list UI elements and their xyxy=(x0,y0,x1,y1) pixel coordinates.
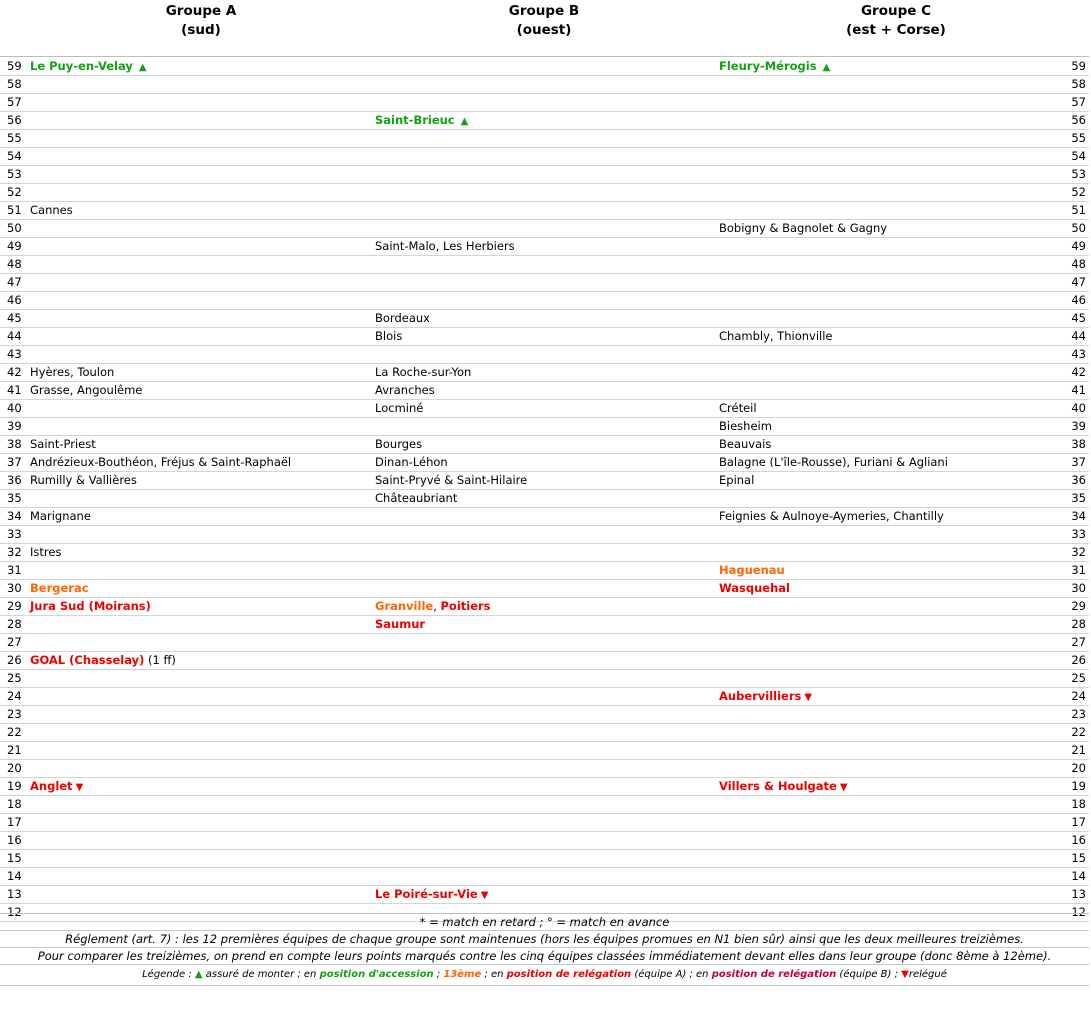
legend-thirteenth: 13ème xyxy=(443,969,482,980)
points-right: 18 xyxy=(1071,797,1086,811)
down-arrow-icon: ▼ xyxy=(839,782,848,793)
table-row xyxy=(0,130,1089,148)
team-name: Villers & Houlgate xyxy=(719,779,837,793)
table-row xyxy=(0,166,1089,184)
table-row xyxy=(0,238,1089,256)
legend xyxy=(0,965,1089,986)
table-row xyxy=(0,274,1089,292)
team-name: Andrézieux-Bouthéon, Fréjus & Saint-Raphaël xyxy=(30,455,292,469)
points-left: 30 xyxy=(7,581,22,595)
team-name: Bobigny & Bagnolet & Gagny xyxy=(719,221,888,235)
table-row xyxy=(0,706,1089,724)
down-arrow-icon: ▼ xyxy=(75,782,84,793)
points-left: 56 xyxy=(7,113,22,127)
table-row xyxy=(0,418,1089,436)
points-left: 23 xyxy=(7,707,22,721)
points-right: 45 xyxy=(1071,311,1086,325)
points-left: 57 xyxy=(7,95,22,109)
table-row xyxy=(0,256,1089,274)
table-row xyxy=(0,436,1089,454)
group-a-teams xyxy=(30,202,73,219)
points-left: 13 xyxy=(7,887,22,901)
team-name: Saint-Brieuc xyxy=(375,113,455,127)
points-right: 32 xyxy=(1071,545,1086,559)
team-name: Balagne (L'île-Rousse), Furiani & Agliani xyxy=(719,455,948,469)
up-arrow-icon: ▲ xyxy=(194,969,203,980)
team-name: Le Poiré-sur-Vie xyxy=(375,887,478,901)
team-name: Cannes xyxy=(30,203,73,217)
points-right: 28 xyxy=(1071,617,1086,631)
team-name: Chambly, Thionville xyxy=(719,329,833,343)
points-left: 32 xyxy=(7,545,22,559)
points-left: 25 xyxy=(7,671,22,685)
table-row xyxy=(0,562,1089,580)
table-row xyxy=(0,112,1089,130)
table-row xyxy=(0,508,1089,526)
points-right: 30 xyxy=(1071,581,1086,595)
table-row xyxy=(0,292,1089,310)
table-row xyxy=(0,688,1089,706)
table-row xyxy=(0,580,1089,598)
group-b-teams xyxy=(375,436,422,453)
points-left: 40 xyxy=(7,401,22,415)
legend-relegation-b: position de relégation xyxy=(711,969,837,980)
points-right: 42 xyxy=(1071,365,1086,379)
team-name: Haguenau xyxy=(719,563,785,577)
points-left: 22 xyxy=(7,725,22,739)
table-row xyxy=(0,742,1089,760)
table-row xyxy=(0,76,1089,94)
group-c-teams xyxy=(719,454,948,471)
points-left: 52 xyxy=(7,185,22,199)
points-right: 51 xyxy=(1071,203,1086,217)
table-row xyxy=(0,886,1089,904)
points-left: 37 xyxy=(7,455,22,469)
points-right: 58 xyxy=(1071,77,1086,91)
group-b-teams xyxy=(375,382,435,399)
points-right: 14 xyxy=(1071,869,1086,883)
points-left: 15 xyxy=(7,851,22,865)
group-b-teams xyxy=(375,616,425,633)
team-name: Epinal xyxy=(719,473,755,487)
points-left: 51 xyxy=(7,203,22,217)
points-right: 37 xyxy=(1071,455,1086,469)
group-a-teams xyxy=(30,472,137,489)
points-left: 21 xyxy=(7,743,22,757)
group-c-teams xyxy=(719,562,785,579)
points-left: 20 xyxy=(7,761,22,775)
team-name: Marignane xyxy=(30,509,91,523)
table-row xyxy=(0,724,1089,742)
group-c-teams xyxy=(719,328,832,345)
group-a-teams xyxy=(30,652,176,669)
group-a-name: Groupe A xyxy=(165,3,237,19)
group-b-teams xyxy=(375,886,488,904)
table-row xyxy=(0,526,1089,544)
team-name: Istres xyxy=(30,545,62,559)
group-b-teams xyxy=(375,364,471,381)
table-row xyxy=(0,94,1089,112)
points-right: 27 xyxy=(1071,635,1086,649)
group-b-teams xyxy=(375,400,423,417)
points-right: 29 xyxy=(1071,599,1086,613)
legend-accession: position d'accession xyxy=(319,969,434,980)
group-b-teams xyxy=(375,598,491,615)
team-name: Bergerac xyxy=(30,581,89,595)
team-name: Bourges xyxy=(375,437,423,451)
table-row xyxy=(0,328,1089,346)
points-left: 43 xyxy=(7,347,22,361)
group-b-teams xyxy=(375,454,448,471)
table-row xyxy=(0,310,1089,328)
team-name: Créteil xyxy=(719,401,757,415)
table-row xyxy=(0,616,1089,634)
group-c-teams xyxy=(719,418,772,435)
table-row xyxy=(0,184,1089,202)
points-left: 17 xyxy=(7,815,22,829)
table-row xyxy=(0,472,1089,490)
team-name: Anglet xyxy=(30,779,73,793)
group-b-region: (ouest) xyxy=(516,22,572,38)
group-c-name: Groupe C xyxy=(860,3,932,19)
group-b-name: Groupe B xyxy=(508,3,580,19)
points-left: 53 xyxy=(7,167,22,181)
points-left: 16 xyxy=(7,833,22,847)
points-left: 12 xyxy=(7,905,22,919)
points-right: 21 xyxy=(1071,743,1086,757)
table-row xyxy=(0,796,1089,814)
points-right: 12 xyxy=(1071,905,1086,919)
table-row xyxy=(0,670,1089,688)
points-left: 46 xyxy=(7,293,22,307)
points-left: 41 xyxy=(7,383,22,397)
table-row xyxy=(0,220,1089,238)
points-right: 23 xyxy=(1071,707,1086,721)
group-a-teams xyxy=(30,364,114,381)
team-name: Dinan-Léhon xyxy=(375,455,448,469)
points-right: 24 xyxy=(1071,689,1086,703)
points-left: 26 xyxy=(7,653,22,667)
points-left: 55 xyxy=(7,131,22,145)
points-right: 31 xyxy=(1071,563,1086,577)
footnotes xyxy=(0,913,1089,986)
table-row xyxy=(0,382,1089,400)
reglement-note: Réglement (art. 7) : les 12 premières équipes de chaque groupe sont maintenues (hors les équipes promues en N1 bien sûr) ainsi que les deux meilleures treizièmes. xyxy=(0,931,1089,948)
group-a-header xyxy=(81,2,321,40)
down-arrow-icon: ▼ xyxy=(901,969,909,980)
group-b-header xyxy=(424,2,664,40)
team-name: Granville xyxy=(375,599,434,613)
group-b-teams xyxy=(375,490,457,507)
points-right: 55 xyxy=(1071,131,1086,145)
points-right: 44 xyxy=(1071,329,1086,343)
table-row xyxy=(0,454,1089,472)
points-left: 27 xyxy=(7,635,22,649)
table-row xyxy=(0,148,1089,166)
team-name: Saumur xyxy=(375,617,426,631)
points-left: 35 xyxy=(7,491,22,505)
table-row xyxy=(0,850,1089,868)
points-left: 36 xyxy=(7,473,22,487)
legend-team-b: (équipe B) ; xyxy=(836,969,902,980)
team-name: Blois xyxy=(375,329,403,343)
points-left: 49 xyxy=(7,239,22,253)
points-left: 50 xyxy=(7,221,22,235)
points-right: 36 xyxy=(1071,473,1086,487)
group-a-teams xyxy=(30,382,142,399)
team-name: Beauvais xyxy=(719,437,772,451)
points-right: 35 xyxy=(1071,491,1086,505)
points-left: 42 xyxy=(7,365,22,379)
match-note: * = match en retard ; ° = match en avance xyxy=(0,914,1089,931)
points-right: 54 xyxy=(1071,149,1086,163)
points-right: 50 xyxy=(1071,221,1086,235)
group-c-teams xyxy=(719,472,754,489)
group-a-teams xyxy=(30,580,89,597)
points-right: 52 xyxy=(1071,185,1086,199)
group-b-teams xyxy=(375,472,527,489)
points-left: 54 xyxy=(7,149,22,163)
legend-relegated: relégué xyxy=(908,969,947,980)
group-c-teams xyxy=(719,400,757,417)
legend-team-a: (équipe A) ; en xyxy=(631,969,712,980)
team-name: (1 ff) xyxy=(144,653,176,667)
points-left: 47 xyxy=(7,275,22,289)
points-table xyxy=(0,58,1089,922)
team-name: Rumilly & Vallières xyxy=(30,473,137,487)
table-row xyxy=(0,652,1089,670)
points-right: 46 xyxy=(1071,293,1086,307)
table-row xyxy=(0,400,1089,418)
group-c-teams xyxy=(719,436,771,453)
points-left: 45 xyxy=(7,311,22,325)
team-name: Châteaubriant xyxy=(375,491,458,505)
group-b-teams xyxy=(375,328,402,345)
table-row xyxy=(0,760,1089,778)
points-right: 17 xyxy=(1071,815,1086,829)
team-name: Bordeaux xyxy=(375,311,430,325)
group-b-teams xyxy=(375,310,430,327)
group-b-teams xyxy=(375,238,515,255)
up-arrow-icon: ▲ xyxy=(822,62,831,73)
team-name: GOAL (Chasselay) xyxy=(30,653,145,667)
points-left: 38 xyxy=(7,437,22,451)
team-name: Jura Sud (Moirans) xyxy=(30,599,151,613)
team-name: Biesheim xyxy=(719,419,772,433)
points-right: 16 xyxy=(1071,833,1086,847)
points-left: 33 xyxy=(7,527,22,541)
group-c-teams xyxy=(719,688,812,706)
table-row xyxy=(0,598,1089,616)
points-left: 18 xyxy=(7,797,22,811)
table-row xyxy=(0,364,1089,382)
points-right: 25 xyxy=(1071,671,1086,685)
team-name: Saint-Malo, Les Herbiers xyxy=(375,239,515,253)
points-right: 19 xyxy=(1071,779,1086,793)
team-name: Avranches xyxy=(375,383,435,397)
group-c-teams xyxy=(719,220,887,237)
group-a-teams xyxy=(30,778,83,796)
team-name: Saint-Pryvé & Saint-Hilaire xyxy=(375,473,528,487)
points-right: 48 xyxy=(1071,257,1086,271)
points-left: 48 xyxy=(7,257,22,271)
points-right: 53 xyxy=(1071,167,1086,181)
team-name: Wasquehal xyxy=(719,581,790,595)
table-row xyxy=(0,346,1089,364)
table-row xyxy=(0,814,1089,832)
group-a-teams xyxy=(30,454,291,471)
points-right: 43 xyxy=(1071,347,1086,361)
group-a-teams xyxy=(30,436,96,453)
group-c-teams xyxy=(719,508,944,525)
points-right: 26 xyxy=(1071,653,1086,667)
team-name: Le Puy-en-Velay xyxy=(30,59,133,73)
group-c-region: (est + Corse) xyxy=(846,22,946,38)
points-right: 20 xyxy=(1071,761,1086,775)
points-right: 41 xyxy=(1071,383,1086,397)
points-right: 34 xyxy=(1071,509,1086,523)
group-c-teams xyxy=(719,58,830,76)
points-right: 40 xyxy=(1071,401,1086,415)
group-c-header xyxy=(776,2,1016,40)
points-right: 49 xyxy=(1071,239,1086,253)
up-arrow-icon: ▲ xyxy=(460,116,469,127)
points-left: 28 xyxy=(7,617,22,631)
table-row xyxy=(0,778,1089,796)
points-right: 47 xyxy=(1071,275,1086,289)
points-left: 24 xyxy=(7,689,22,703)
group-a-teams xyxy=(30,598,151,615)
up-arrow-icon: ▲ xyxy=(138,62,147,73)
down-arrow-icon: ▼ xyxy=(480,890,489,901)
table-row xyxy=(0,202,1089,220)
group-c-teams xyxy=(719,778,848,796)
points-right: 15 xyxy=(1071,851,1086,865)
group-b-teams xyxy=(375,112,468,130)
team-name: Hyères, Toulon xyxy=(30,365,115,379)
points-left: 39 xyxy=(7,419,22,433)
legend-prefix: Légende : xyxy=(142,969,195,980)
team-name: Fleury-Mérogis xyxy=(719,59,817,73)
group-a-teams xyxy=(30,508,91,525)
points-right: 39 xyxy=(1071,419,1086,433)
points-left: 31 xyxy=(7,563,22,577)
legend-sep-1: ; xyxy=(433,969,444,980)
team-name: Aubervilliers xyxy=(719,689,802,703)
team-name: Grasse, Angoulême xyxy=(30,383,143,397)
table-row xyxy=(0,490,1089,508)
points-left: 29 xyxy=(7,599,22,613)
table-row xyxy=(0,868,1089,886)
points-left: 14 xyxy=(7,869,22,883)
header-divider xyxy=(0,56,1089,57)
points-right: 13 xyxy=(1071,887,1086,901)
points-left: 19 xyxy=(7,779,22,793)
team-name: Saint-Priest xyxy=(30,437,96,451)
group-c-teams xyxy=(719,580,790,597)
points-right: 38 xyxy=(1071,437,1086,451)
group-a-teams xyxy=(30,58,147,76)
group-a-teams xyxy=(30,544,61,561)
comparison-note: Pour comparer les treizièmes, on prend en compte leurs points marqués contre les cinq équipes classées immédiatement devant elles dans leur groupe (donc 8ème à 12ème). xyxy=(0,948,1089,965)
team-name: La Roche-sur-Yon xyxy=(375,365,472,379)
points-left: 58 xyxy=(7,77,22,91)
legend-up-text: assuré de monter ; en xyxy=(202,969,320,980)
team-name: Feignies & Aulnoye-Aymeries, Chantilly xyxy=(719,509,944,523)
table-row xyxy=(0,58,1089,76)
team-name: , xyxy=(433,599,441,613)
points-right: 57 xyxy=(1071,95,1086,109)
legend-sep-2: ; en xyxy=(481,969,507,980)
table-row xyxy=(0,544,1089,562)
points-right: 59 xyxy=(1071,59,1086,73)
table-row xyxy=(0,832,1089,850)
points-right: 22 xyxy=(1071,725,1086,739)
points-right: 33 xyxy=(1071,527,1086,541)
team-name: Locminé xyxy=(375,401,424,415)
table-row xyxy=(0,634,1089,652)
points-left: 34 xyxy=(7,509,22,523)
team-name: Poitiers xyxy=(440,599,491,613)
down-arrow-icon: ▼ xyxy=(804,692,813,703)
points-right: 56 xyxy=(1071,113,1086,127)
group-a-region: (sud) xyxy=(181,22,221,38)
points-left: 59 xyxy=(7,59,22,73)
points-left: 44 xyxy=(7,329,22,343)
legend-relegation-a: position de relégation xyxy=(506,969,632,980)
